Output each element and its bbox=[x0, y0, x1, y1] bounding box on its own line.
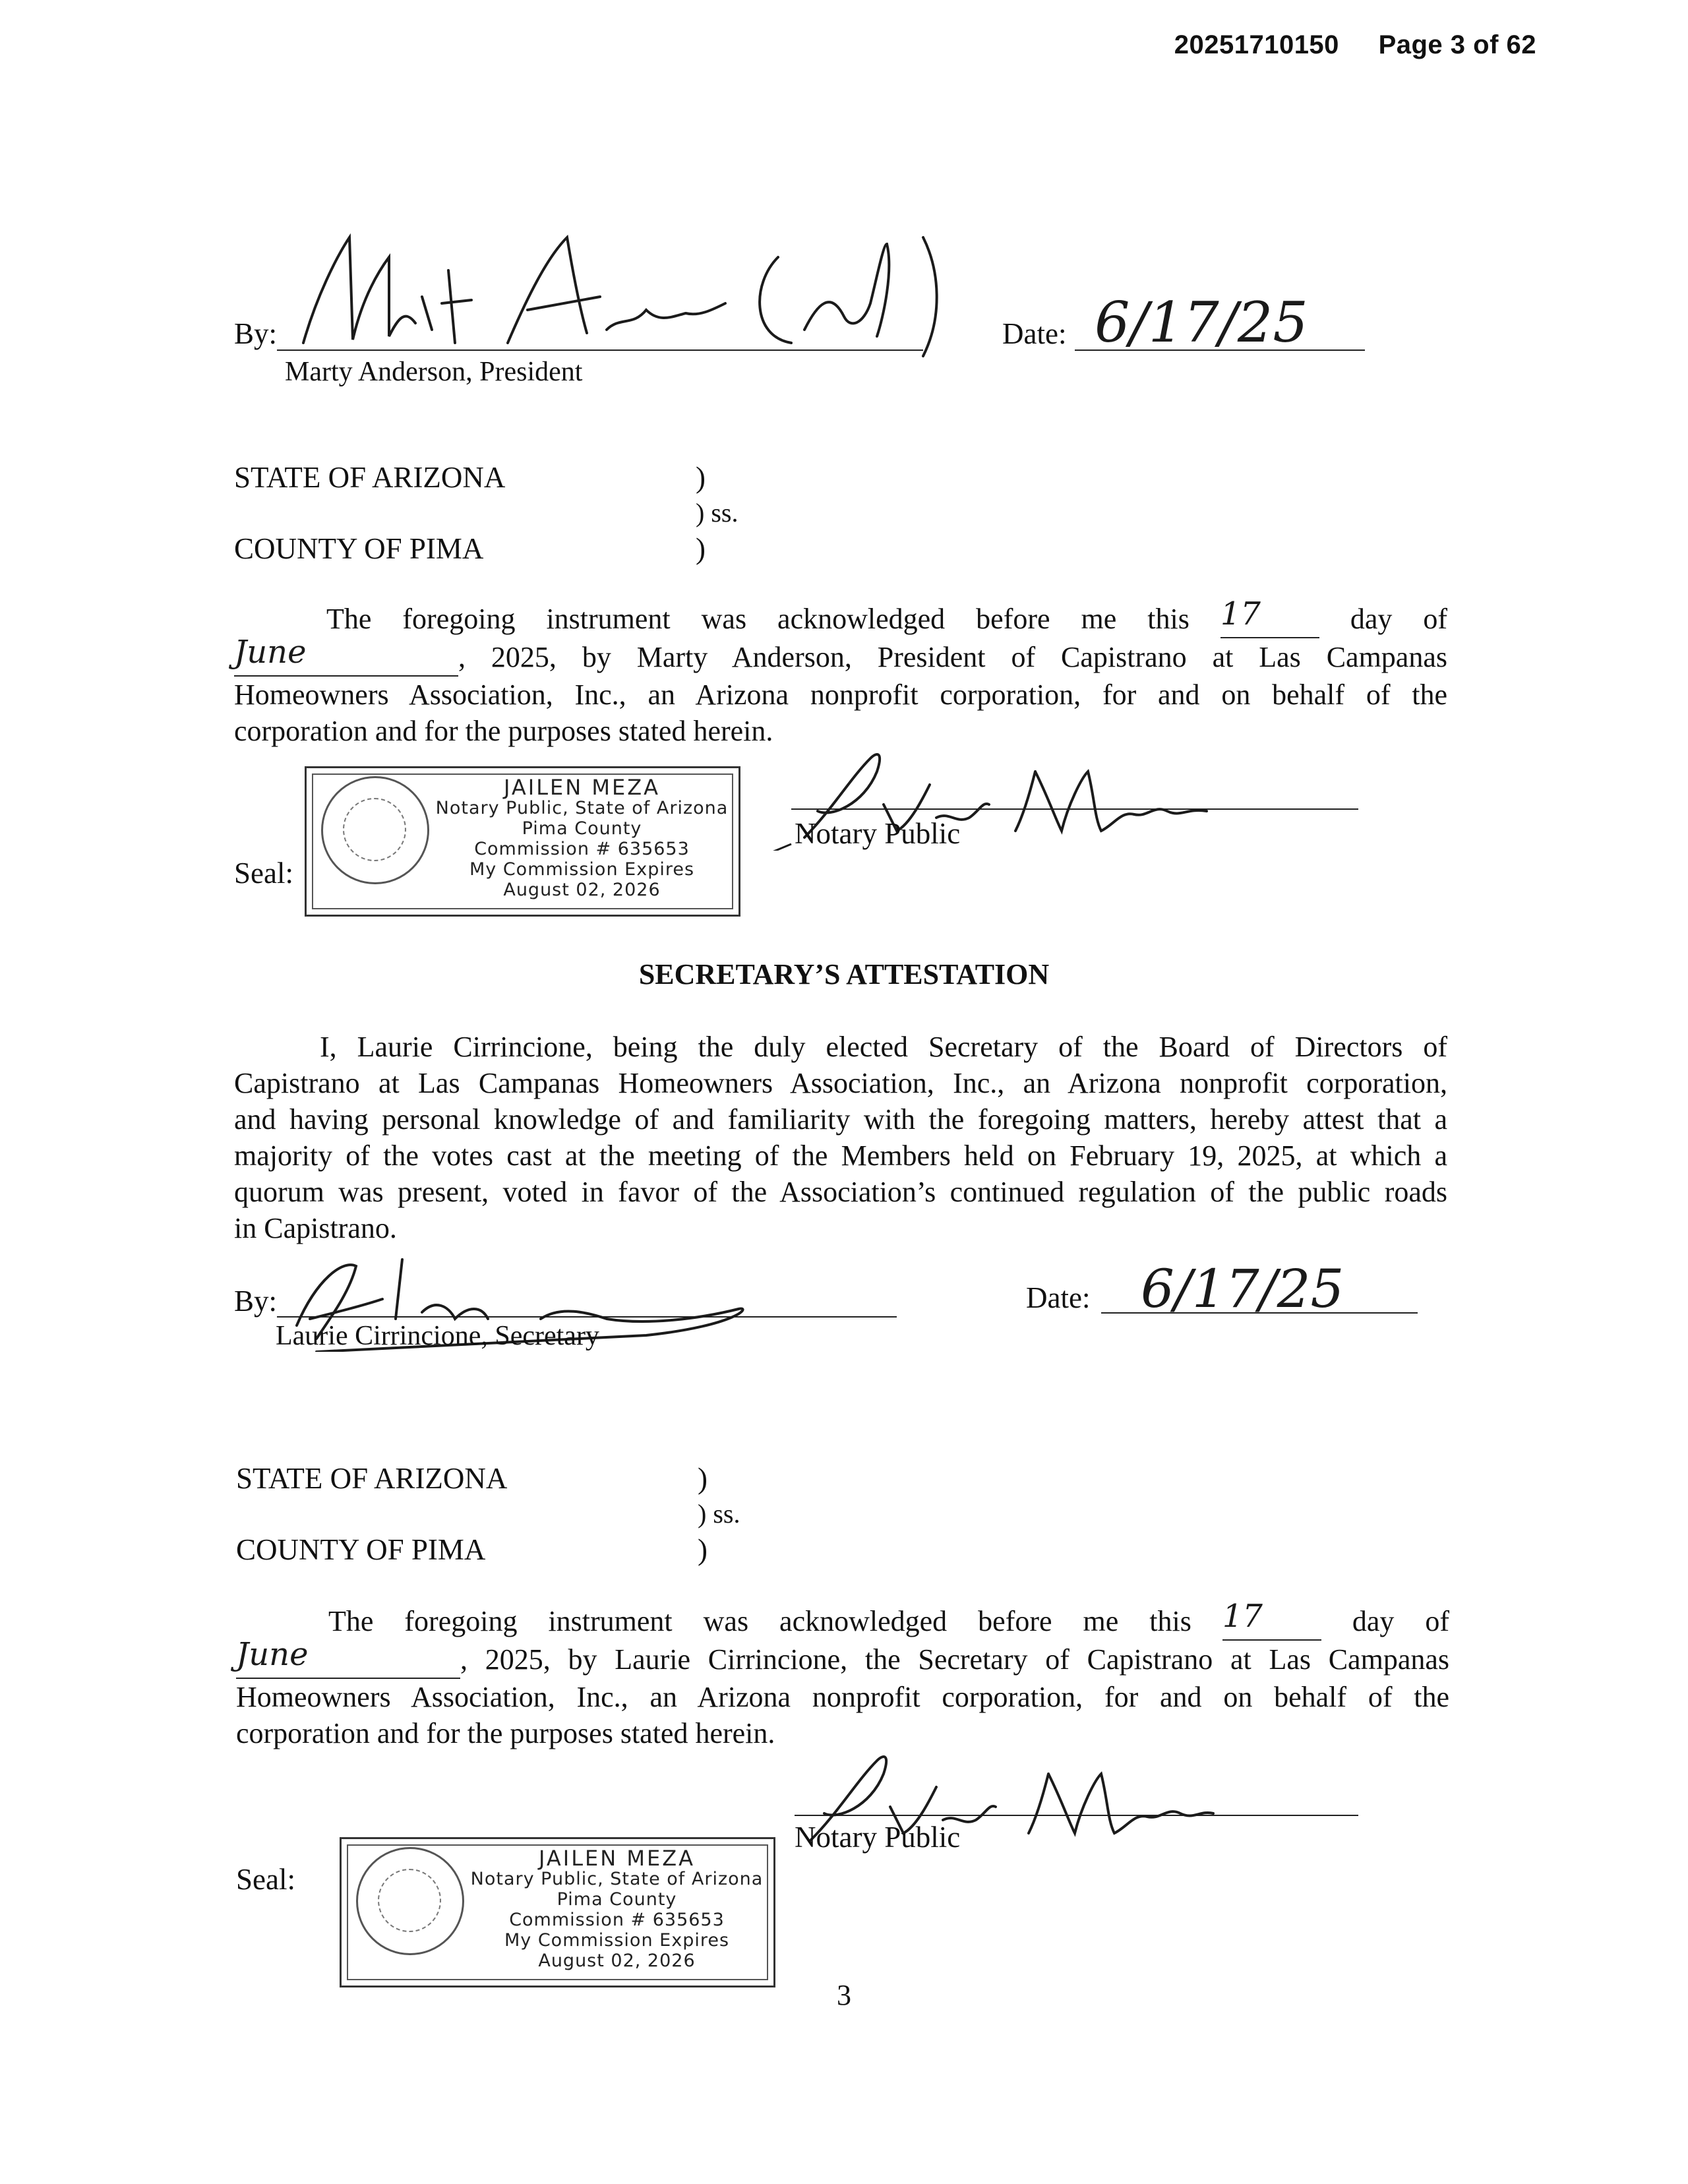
ack-1-line4: corporation and for the purposes stated herein. bbox=[234, 715, 773, 747]
ack-1-day-blank bbox=[1220, 595, 1319, 638]
president-date-handwritten: 6/17/25 bbox=[1095, 290, 1308, 355]
ack-1-line1-post: day of bbox=[1350, 603, 1448, 635]
ack-2-line1-pre: The foregoing instrument was acknowledged before me this bbox=[328, 1605, 1191, 1637]
ack-2-day-blank bbox=[1222, 1598, 1321, 1641]
venue-1-paren-top: ) bbox=[696, 461, 706, 494]
venue-2-county: COUNTY OF PIMA bbox=[236, 1533, 486, 1566]
secretary-by-label: By: bbox=[234, 1285, 278, 1318]
state-seal-icon bbox=[321, 776, 429, 884]
notary-2-stamp bbox=[340, 1837, 775, 1987]
notary-1-stamp-line1: Notary Public, State of Arizona bbox=[435, 798, 729, 818]
attestation-line-4: majority of the votes cast at the meeting of the Members held on February 19, 2025, at which a bbox=[234, 1139, 1447, 1172]
ack-1-month-handwritten: June bbox=[234, 634, 307, 671]
venue-1-paren-bottom: ) bbox=[696, 532, 706, 565]
president-signature bbox=[290, 218, 976, 369]
ack-1-line2-rest: , 2025, by Marty Anderson, President of Capistrano at Las Campanas bbox=[458, 641, 1447, 673]
ack-1-month-blank bbox=[234, 634, 458, 677]
ack-2-month-blank bbox=[236, 1636, 460, 1679]
ack-1-day-handwritten: 17 bbox=[1220, 595, 1261, 632]
attestation-body bbox=[234, 1029, 1447, 1246]
secretary-date-label: Date: bbox=[1026, 1281, 1091, 1314]
attestation-line-1: I, Laurie Cirrincione, being the duly elected Secretary of the Board of Directors of bbox=[320, 1031, 1447, 1063]
attestation-heading: SECRETARY’S ATTESTATION bbox=[638, 958, 1050, 990]
attestation-line-5: quorum was present, voted in favor of the Association’s continued regulation of the public roads bbox=[234, 1176, 1447, 1208]
notary-1-stamp-line5: August 02, 2026 bbox=[503, 880, 661, 900]
venue-1-ss: ) ss. bbox=[696, 498, 738, 528]
ack-2-line1-post: day of bbox=[1352, 1605, 1450, 1637]
notary-2-seal-label: Seal: bbox=[236, 1863, 295, 1896]
acknowledgment-2 bbox=[236, 1598, 1450, 1751]
ack-2-line4: corporation and for the purposes stated herein. bbox=[236, 1717, 775, 1749]
venue-2-ss: ) ss. bbox=[698, 1499, 740, 1529]
notary-1-seal-label: Seal: bbox=[234, 857, 293, 890]
ack-1-line1-pre: The foregoing instrument was acknowledged before me this bbox=[326, 603, 1190, 635]
document-number: 20251710150 bbox=[1174, 30, 1339, 59]
notary-2-stamp-line5: August 02, 2026 bbox=[538, 1951, 696, 1971]
notary-1-stamp-line4: My Commission Expires bbox=[469, 859, 695, 880]
ack-1-line3: Homeowners Association, Inc., an Arizona nonprofit corporation, for and on behalf of the bbox=[234, 679, 1447, 711]
state-seal-icon bbox=[356, 1847, 464, 1955]
venue-2-paren-top: ) bbox=[698, 1462, 708, 1495]
notary-1-stamp-name: JAILEN MEZA bbox=[504, 775, 660, 800]
notary-2-stamp-name: JAILEN MEZA bbox=[539, 1846, 695, 1871]
notary-1-stamp-line3: Commission # 635653 bbox=[474, 839, 690, 859]
notary-1-stamp-line2: Pima County bbox=[522, 818, 642, 839]
president-caption: Marty Anderson, President bbox=[285, 357, 583, 387]
venue-1-state: STATE OF ARIZONA bbox=[234, 461, 506, 494]
notary-1-caption: Notary Public bbox=[795, 817, 961, 850]
notary-2-caption: Notary Public bbox=[795, 1821, 961, 1854]
venue-2-paren-bottom: ) bbox=[698, 1533, 708, 1566]
venue-2-state: STATE OF ARIZONA bbox=[236, 1462, 508, 1495]
secretary-date-handwritten: 6/17/25 bbox=[1141, 1258, 1344, 1320]
president-by-label: By: bbox=[234, 317, 278, 350]
notary-2-stamp-line1: Notary Public, State of Arizona bbox=[470, 1869, 764, 1889]
attestation-line-2: Capistrano at Las Campanas Homeowners Association, Inc., an Arizona nonprofit corporation, bbox=[234, 1067, 1447, 1099]
notary-2-stamp-line4: My Commission Expires bbox=[504, 1930, 730, 1951]
notary-2-stamp-line3: Commission # 635653 bbox=[509, 1910, 725, 1930]
notary-2-stamp-line2: Pima County bbox=[557, 1889, 677, 1910]
page-indicator: Page 3 of 62 bbox=[1378, 30, 1536, 59]
recording-header bbox=[1174, 30, 1536, 60]
venue-1-county: COUNTY OF PIMA bbox=[234, 532, 484, 565]
ack-2-line3: Homeowners Association, Inc., an Arizona nonprofit corporation, for and on behalf of the bbox=[236, 1681, 1449, 1713]
attestation-line-6: in Capistrano. bbox=[234, 1212, 397, 1244]
page-number: 3 bbox=[837, 1979, 851, 2011]
secretary-caption: Laurie Cirrincione, Secretary bbox=[276, 1321, 599, 1351]
attestation-line-3: and having personal knowledge of and familiarity with the foregoing matters, hereby attest that a bbox=[234, 1103, 1447, 1136]
president-date-label: Date: bbox=[1002, 317, 1067, 350]
ack-2-day-handwritten: 17 bbox=[1222, 1598, 1263, 1635]
notary-1-stamp bbox=[305, 766, 740, 917]
ack-2-line2-rest: , 2025, by Laurie Cirrincione, the Secretary of Capistrano at Las Campanas bbox=[460, 1643, 1449, 1676]
acknowledgment-1 bbox=[234, 595, 1448, 749]
ack-2-month-handwritten: June bbox=[236, 1636, 309, 1673]
